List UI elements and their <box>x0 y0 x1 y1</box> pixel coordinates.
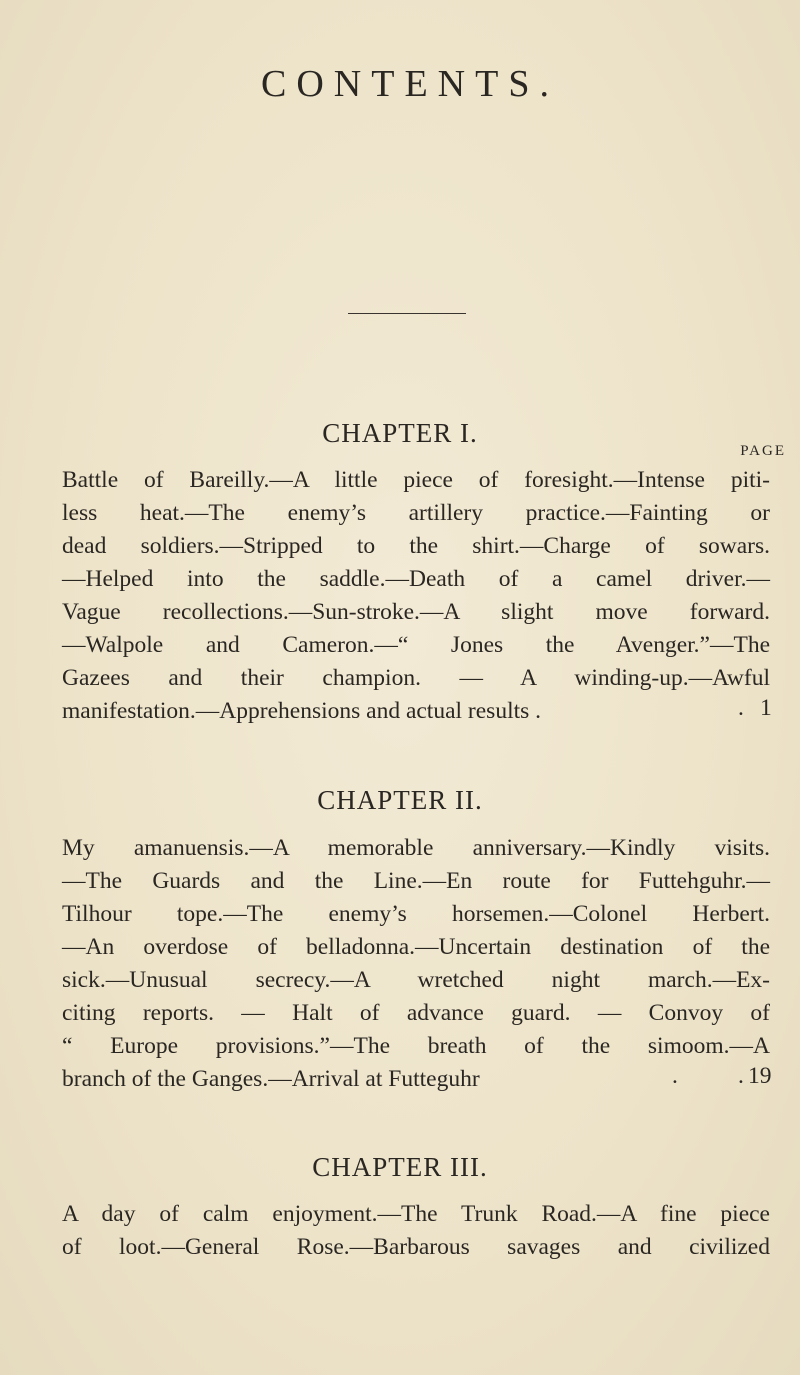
chapter-3-heading: CHAPTER III. <box>312 1152 488 1182</box>
chapter-1-summary <box>62 464 770 728</box>
chapter-1-page-number: 1 <box>760 695 772 721</box>
page-title: CONTENTS. <box>261 63 559 105</box>
summary-line: sick.—Unusual secrecy.—A wretched night march.—Ex- <box>62 967 770 993</box>
summary-line-last: branch of the Ganges.—Arrival at Futteguhr <box>62 1066 480 1092</box>
summary-line: citing reports. — Halt of advance guard. — Convoy of <box>62 1000 770 1026</box>
leader-dot: . <box>738 1063 744 1089</box>
summary-line: —Helped into the saddle.—Death of a camel driver.— <box>62 566 770 592</box>
summary-line: “ Europe provisions.”—The breath of the simoom.—A <box>62 1033 770 1059</box>
summary-line: dead soldiers.—Stripped to the shirt.—Charge of sowars. <box>62 533 770 559</box>
summary-line: Vague recollections.—Sun-stroke.—A slight move forward. <box>62 599 770 625</box>
chapter-2-page-number: 19 <box>748 1063 772 1089</box>
chapter-2-summary <box>62 832 770 1096</box>
chapter-3-summary <box>62 1198 770 1264</box>
page-column-label: PAGE <box>740 443 786 459</box>
chapter-1-heading: CHAPTER I. <box>322 418 478 448</box>
leader-dot: . <box>672 1063 678 1089</box>
summary-line: —An overdose of belladonna.—Uncertain destination of the <box>62 934 770 960</box>
summary-line: —Walpole and Cameron.—“ Jones the Avenger.”—The <box>62 632 770 658</box>
summary-line: Gazees and their champion. — A winding-up.—Awful <box>62 665 770 691</box>
summary-line: Tilhour tope.—The enemy’s horsemen.—Colonel Herbert. <box>62 901 770 927</box>
summary-line: A day of calm enjoyment.—The Trunk Road.—A fine piece <box>62 1201 770 1227</box>
summary-line: of loot.—General Rose.—Barbarous savages and civilized <box>62 1234 770 1260</box>
summary-line: —The Guards and the Line.—En route for Futtehguhr.— <box>62 868 770 894</box>
chapter-2-heading: CHAPTER II. <box>317 785 483 815</box>
summary-line: My amanuensis.—A memorable anniversary.—Kindly visits. <box>62 835 770 861</box>
summary-line-last: manifestation.—Apprehensions and actual results . <box>62 698 542 724</box>
summary-line: less heat.—The enemy’s artillery practice.—Fainting or <box>62 500 770 526</box>
summary-line: Battle of Bareilly.—A little piece of foresight.—Intense piti- <box>62 467 770 493</box>
leader-dot: . <box>738 695 744 721</box>
title-divider <box>348 313 466 314</box>
